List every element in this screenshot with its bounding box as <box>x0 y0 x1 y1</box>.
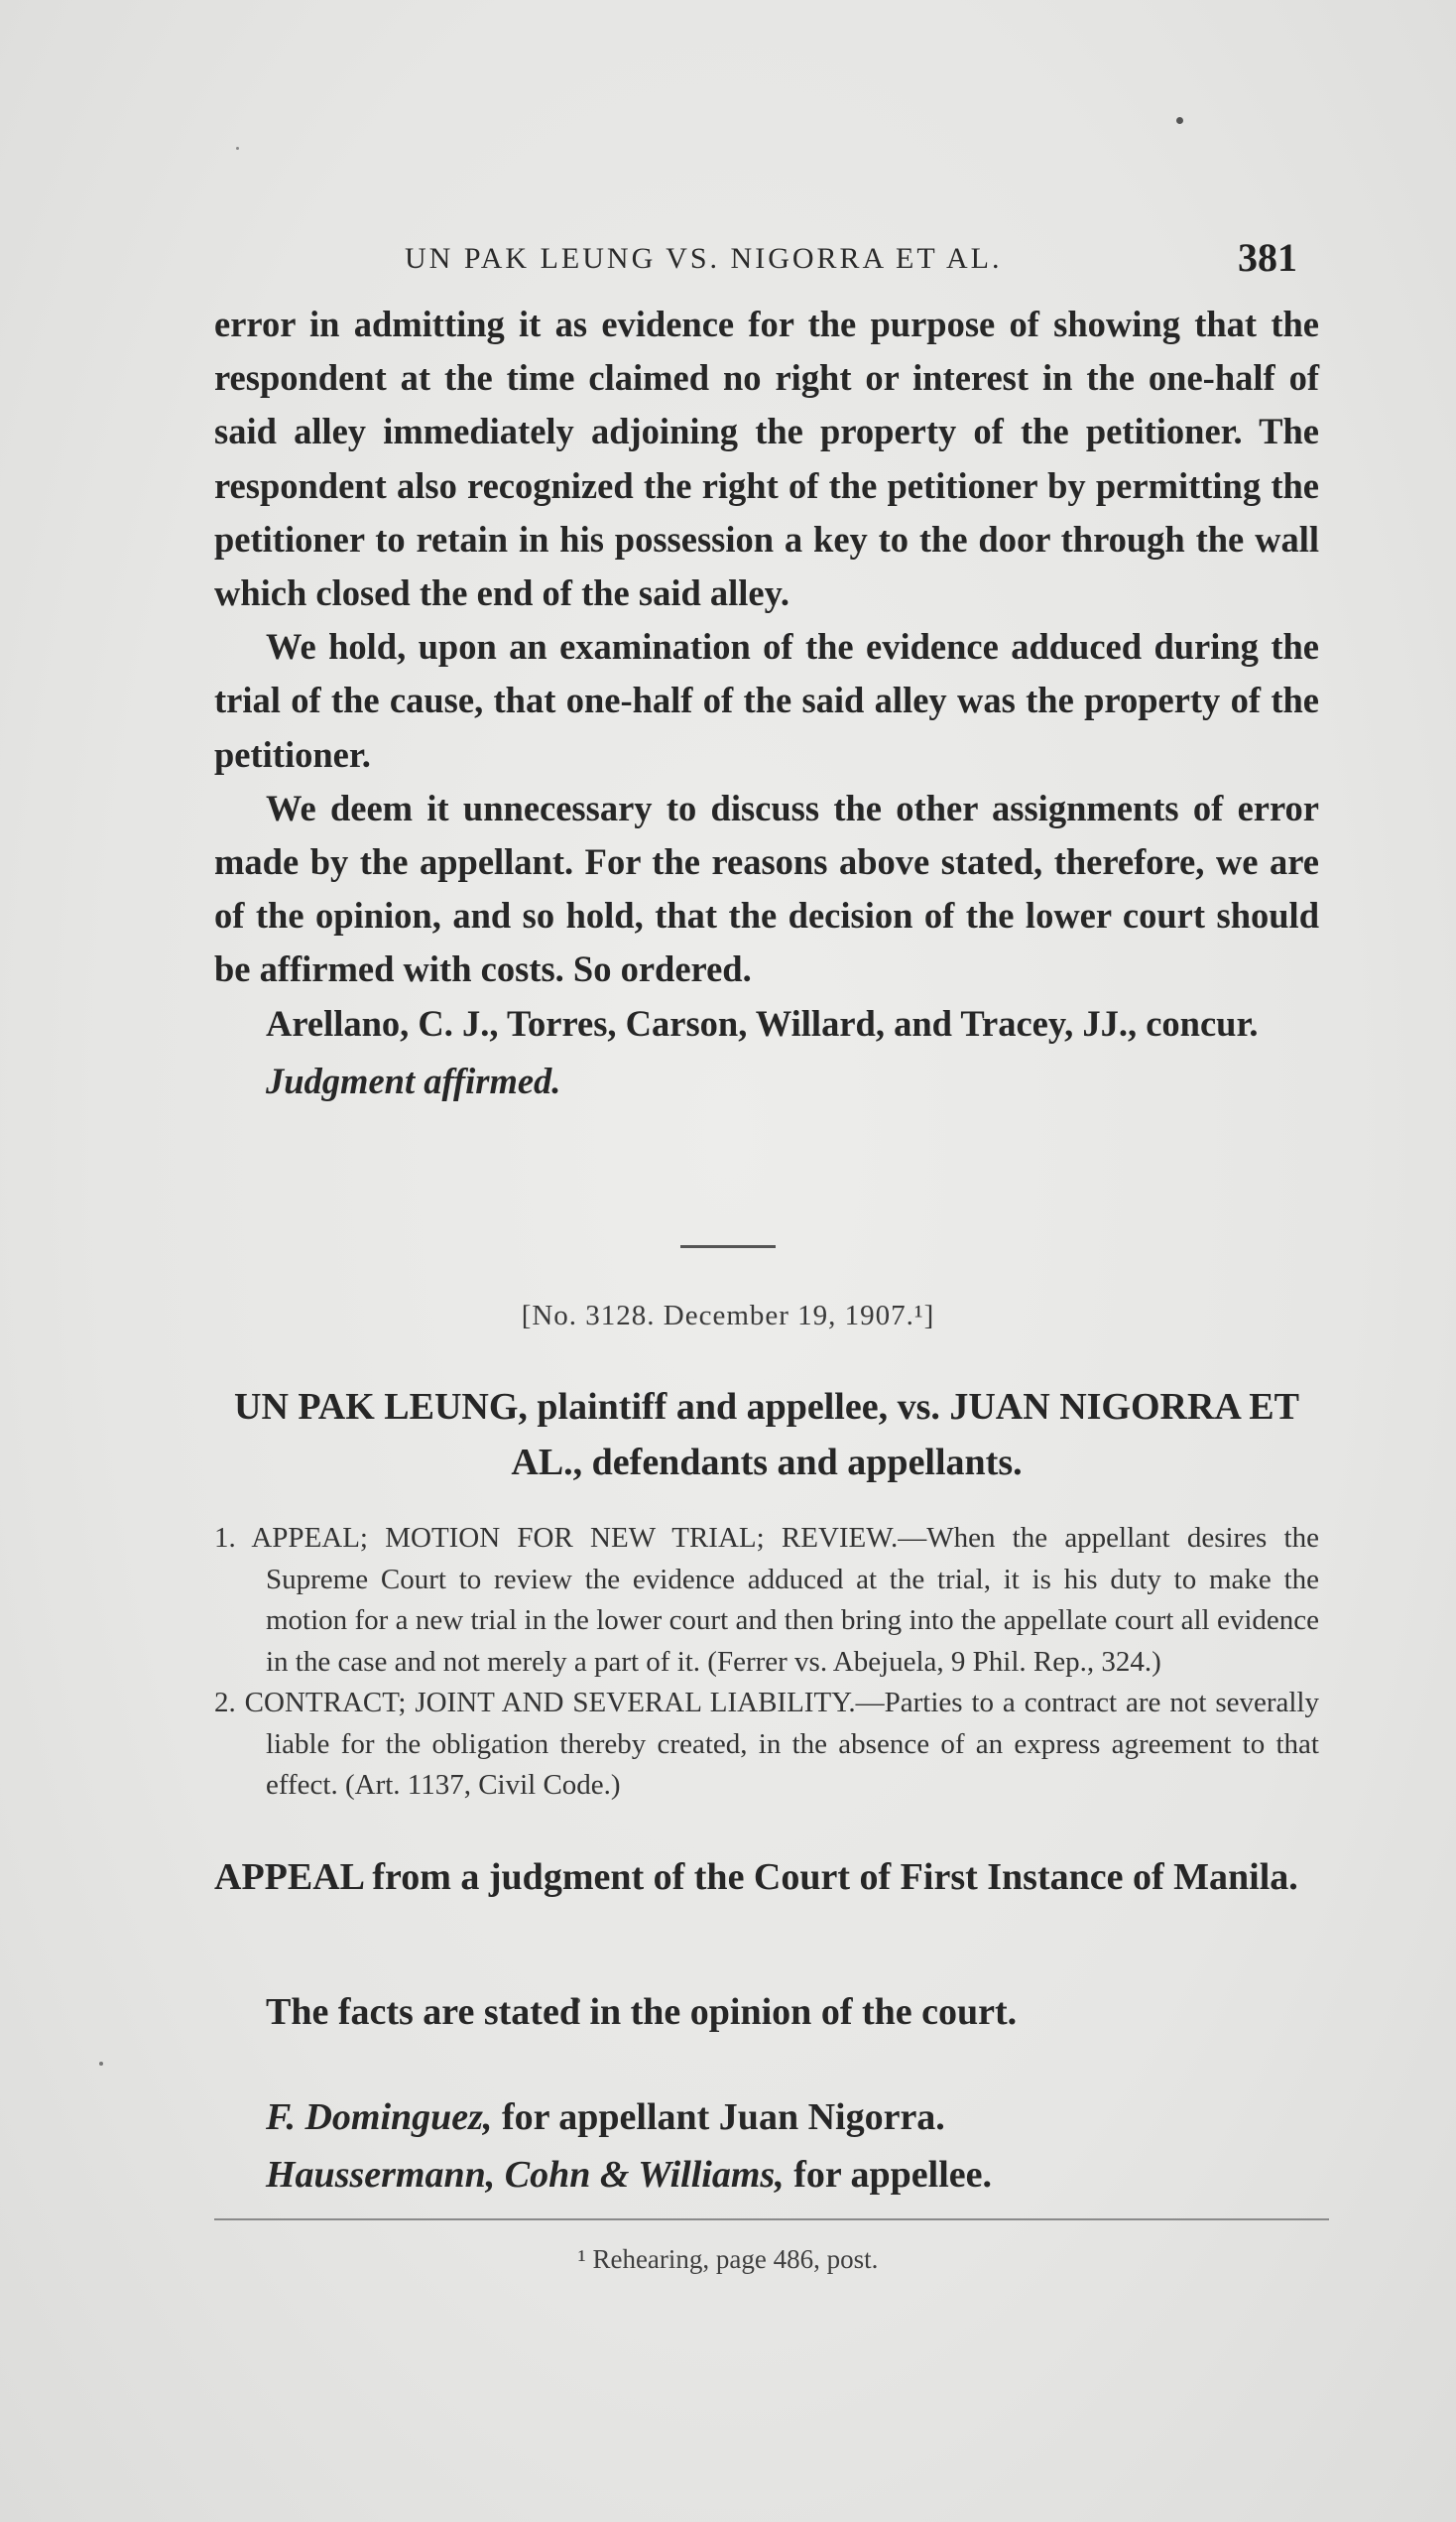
counsel-appellee <box>266 2146 1317 2204</box>
case-title: UN PAK LEUNG, plaintiff and appellee, vs. JUAN NIGORRA ET AL., defendants and appellants. <box>234 1386 1299 1483</box>
paragraph-continuation: error in admitting it as evidence for the purpose of showing that the respondent at the time claimed no right or interest in the one-half of said alley immediately adjoining the property of the petitioner. The respondent also recognized the right of the petitioner by permitting the petitioner to retain in his possession a key to the door through the wall which closed the end of the said alley. <box>214 304 1319 614</box>
syllabus-item: 1. APPEAL; MOTION FOR NEW TRIAL; REVIEW.—When the appellant desires the Supreme Court to review the evidence adduced at the trial, it is his duty to make the motion for a new trial in the lower court and then bring into the appellate court all evidence in the case and not merely a part of it. (Ferrer vs. Abejuela, 9 Phil. Rep., 324.) <box>214 1522 1319 1678</box>
counsel-appellee-name: Haussermann, Cohn & Williams, <box>266 2154 785 2196</box>
judgment-line: Judgment affirmed. <box>266 1060 561 1101</box>
dust-speck <box>99 2062 103 2066</box>
footnote-divider <box>214 2218 1329 2220</box>
opinion-text <box>214 298 1319 1108</box>
appeal-statement <box>214 1849 1319 1905</box>
running-title: UN PAK LEUNG VS. NIGORRA ET AL. <box>405 242 1003 275</box>
paragraph-disposition: We deem it unnecessary to discuss the other assignments of error made by the appellant. For the reasons above stated, therefore, we are of the opinion, and so hold, that the decision of the lower court should be affirmed with costs. So ordered. <box>214 787 1319 990</box>
counsel-appellant-role: for appellant Juan Nigorra. <box>492 2096 945 2138</box>
dust-speck <box>236 147 239 150</box>
running-head <box>0 230 1456 290</box>
section-divider <box>680 1245 776 1248</box>
syllabus <box>214 1518 1319 1807</box>
counsel-appellee-role: for appellee. <box>784 2154 993 2196</box>
appeal-text: APPEAL from a judgment of the Court of First Instance of Manila. <box>214 1856 1298 1898</box>
page-number: 381 <box>1238 235 1297 280</box>
counsel-appellant <box>266 2088 1317 2146</box>
paragraph-holding: We hold, upon an examination of the evidence adduced during the trial of the cause, that one-half of the said alley was the property of the petitioner. <box>214 626 1319 775</box>
footnote: ¹ Rehearing, page 486, post. <box>577 2244 879 2274</box>
case-number: [No. 3128. December 19, 1907.¹] <box>521 1300 935 1331</box>
counsel-list <box>266 2088 1317 2204</box>
concurrence: Arellano, C. J., Torres, Carson, Willard, and Tracey, JJ., concur. <box>266 1002 1259 1044</box>
dust-speck <box>1176 117 1183 124</box>
syllabus-item: 2. CONTRACT; JOINT AND SEVERAL LIABILITY.—Parties to a contract are not severally liable for the obligation thereby created, in the absence of an express agreement to that effect. (Art. 1137, Civil Code.) <box>214 1687 1319 1801</box>
counsel-appellant-name: F. Dominguez, <box>266 2096 493 2138</box>
facts-statement: The facts are stated in the opinion of the court. <box>266 1991 1018 2033</box>
